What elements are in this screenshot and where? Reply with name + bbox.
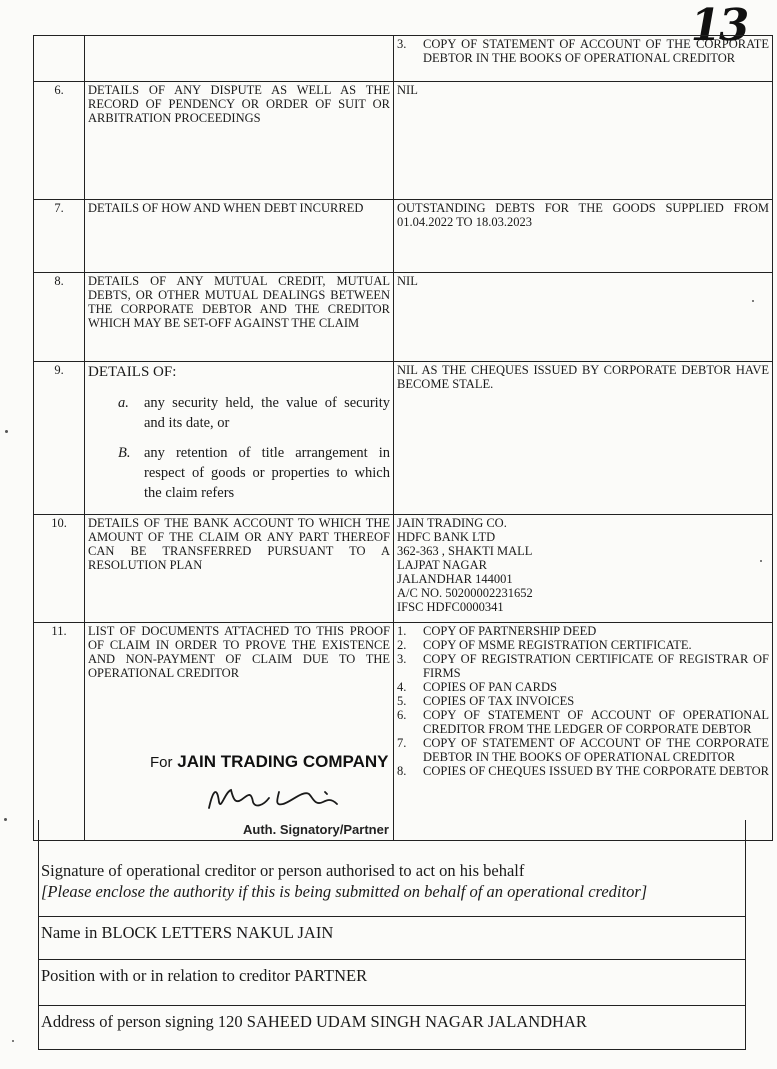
list-item: B. any retention of title arrangement in respect of goods or properties to which the claim refers (118, 445, 390, 501)
bank-details: JAIN TRADING CO. HDFC BANK LTD 362-363 , SHAKTI MALL LAJPAT NAGAR JALANDHAR 144001 A/C NO. 50200002231652 IFSC HDFC0000341 (394, 515, 773, 623)
row-value: NIL AS THE CHEQUES ISSUED BY CORPORATE DEBTOR HAVE BECOME STALE. (394, 362, 773, 515)
handwritten-signature (205, 780, 355, 818)
table-row (34, 200, 773, 273)
document-list (397, 624, 769, 778)
scan-speck (5, 430, 8, 433)
signature-section (38, 820, 746, 917)
list-item: a. any security held, the value of security and its date, or (118, 395, 390, 431)
row-number: 10. (34, 515, 85, 623)
row-number: 7. (34, 200, 85, 273)
signature-instruction: Signature of operational creditor or person authorised to act on his behalf (41, 861, 525, 880)
authority-note: [Please enclose the authority if this is being submitted on behalf of an operational creditor] (41, 882, 648, 901)
continued-document-list (397, 37, 769, 65)
table-row (34, 515, 773, 623)
table-row (34, 36, 773, 82)
address-field: Address of person signing 120 SAHEED UDAM SINGH NAGAR JALANDHAR (38, 1006, 746, 1050)
row-number: 9. (34, 362, 85, 515)
row-label: DETAILS OF ANY DISPUTE AS WELL AS THE RECORD OF PENDENCY OR ORDER OF SUIT OR ARBITRATION PROCEEDINGS (85, 82, 394, 200)
row-value: OUTSTANDING DEBTS FOR THE GOODS SUPPLIED FROM 01.04.2022 TO 18.03.2023 (394, 200, 773, 273)
list-item: 7. COPY OF STATEMENT OF ACCOUNT OF THE CORPORATE DEBTOR IN THE BOOKS OF OPERATIONAL CREDITOR (397, 736, 769, 764)
list-item: 5. COPIES OF TAX INVOICES (397, 694, 575, 708)
row-label: DETAILS OF THE BANK ACCOUNT TO WHICH THE AMOUNT OF THE CLAIM OR ANY PART THEREOF CAN BE TRANSFERRED PURSUANT TO A RESOLUTION PLAN (85, 515, 394, 623)
row-label: DETAILS OF ANY MUTUAL CREDIT, MUTUAL DEBTS, OR OTHER MUTUAL DEALINGS BETWEEN THE CORPORATE DEBTOR AND THE CREDITOR WHICH MAY BE SET-OFF AGAINST THE CLAIM (85, 273, 394, 362)
row-number: 8. (34, 273, 85, 362)
list-item: 3. COPY OF REGISTRATION CERTIFICATE OF REGISTRAR OF FIRMS (397, 652, 769, 680)
table-row (34, 623, 773, 841)
row-label: LIST OF DOCUMENTS ATTACHED TO THIS PROOF OF CLAIM IN ORDER TO PROVE THE EXISTENCE AND NON-PAYMENT OF CLAIM DUE TO THE OPERATIONAL CREDITOR (85, 623, 394, 841)
scan-speck (4, 818, 7, 821)
name-field: Name in BLOCK LETTERS NAKUL JAIN (38, 917, 746, 960)
row-label: DETAILS OF HOW AND WHEN DEBT INCURRED (85, 200, 394, 273)
table-row (34, 362, 773, 515)
list-item: 3. COPY OF STATEMENT OF ACCOUNT OF THE CORPORATE DEBTOR IN THE BOOKS OF OPERATIONAL CREDITOR (397, 37, 769, 65)
company-stamp: For JAIN TRADING COMPANY (150, 752, 389, 771)
row-number: 6. (34, 82, 85, 200)
row-value: NIL (394, 273, 773, 362)
claim-details-table (33, 35, 773, 841)
authorised-signatory-label: Auth. Signatory/Partner (243, 822, 389, 837)
handwritten-page-number: 13 (685, 0, 752, 51)
list-item: 6. COPY OF STATEMENT OF ACCOUNT OF OPERATIONAL CREDITOR FROM THE LEDGER OF CORPORATE DEBTOR (397, 708, 769, 736)
row-number: 11. (34, 623, 85, 841)
row-value: NIL (394, 82, 773, 200)
list-item: 4. COPIES OF PAN CARDS (397, 680, 557, 694)
table-row (34, 82, 773, 200)
scan-speck (12, 1040, 14, 1042)
row-label: DETAILS OF: (88, 364, 177, 380)
table-row (34, 273, 773, 362)
position-field: Position with or in relation to creditor PARTNER (38, 960, 746, 1006)
list-item: 8. COPIES OF CHEQUES ISSUED BY THE CORPORATE DEBTOR (397, 764, 769, 778)
list-item: 2. COPY OF MSME REGISTRATION CERTIFICATE. (397, 638, 692, 652)
list-item: 1. COPY OF PARTNERSHIP DEED (397, 624, 597, 638)
